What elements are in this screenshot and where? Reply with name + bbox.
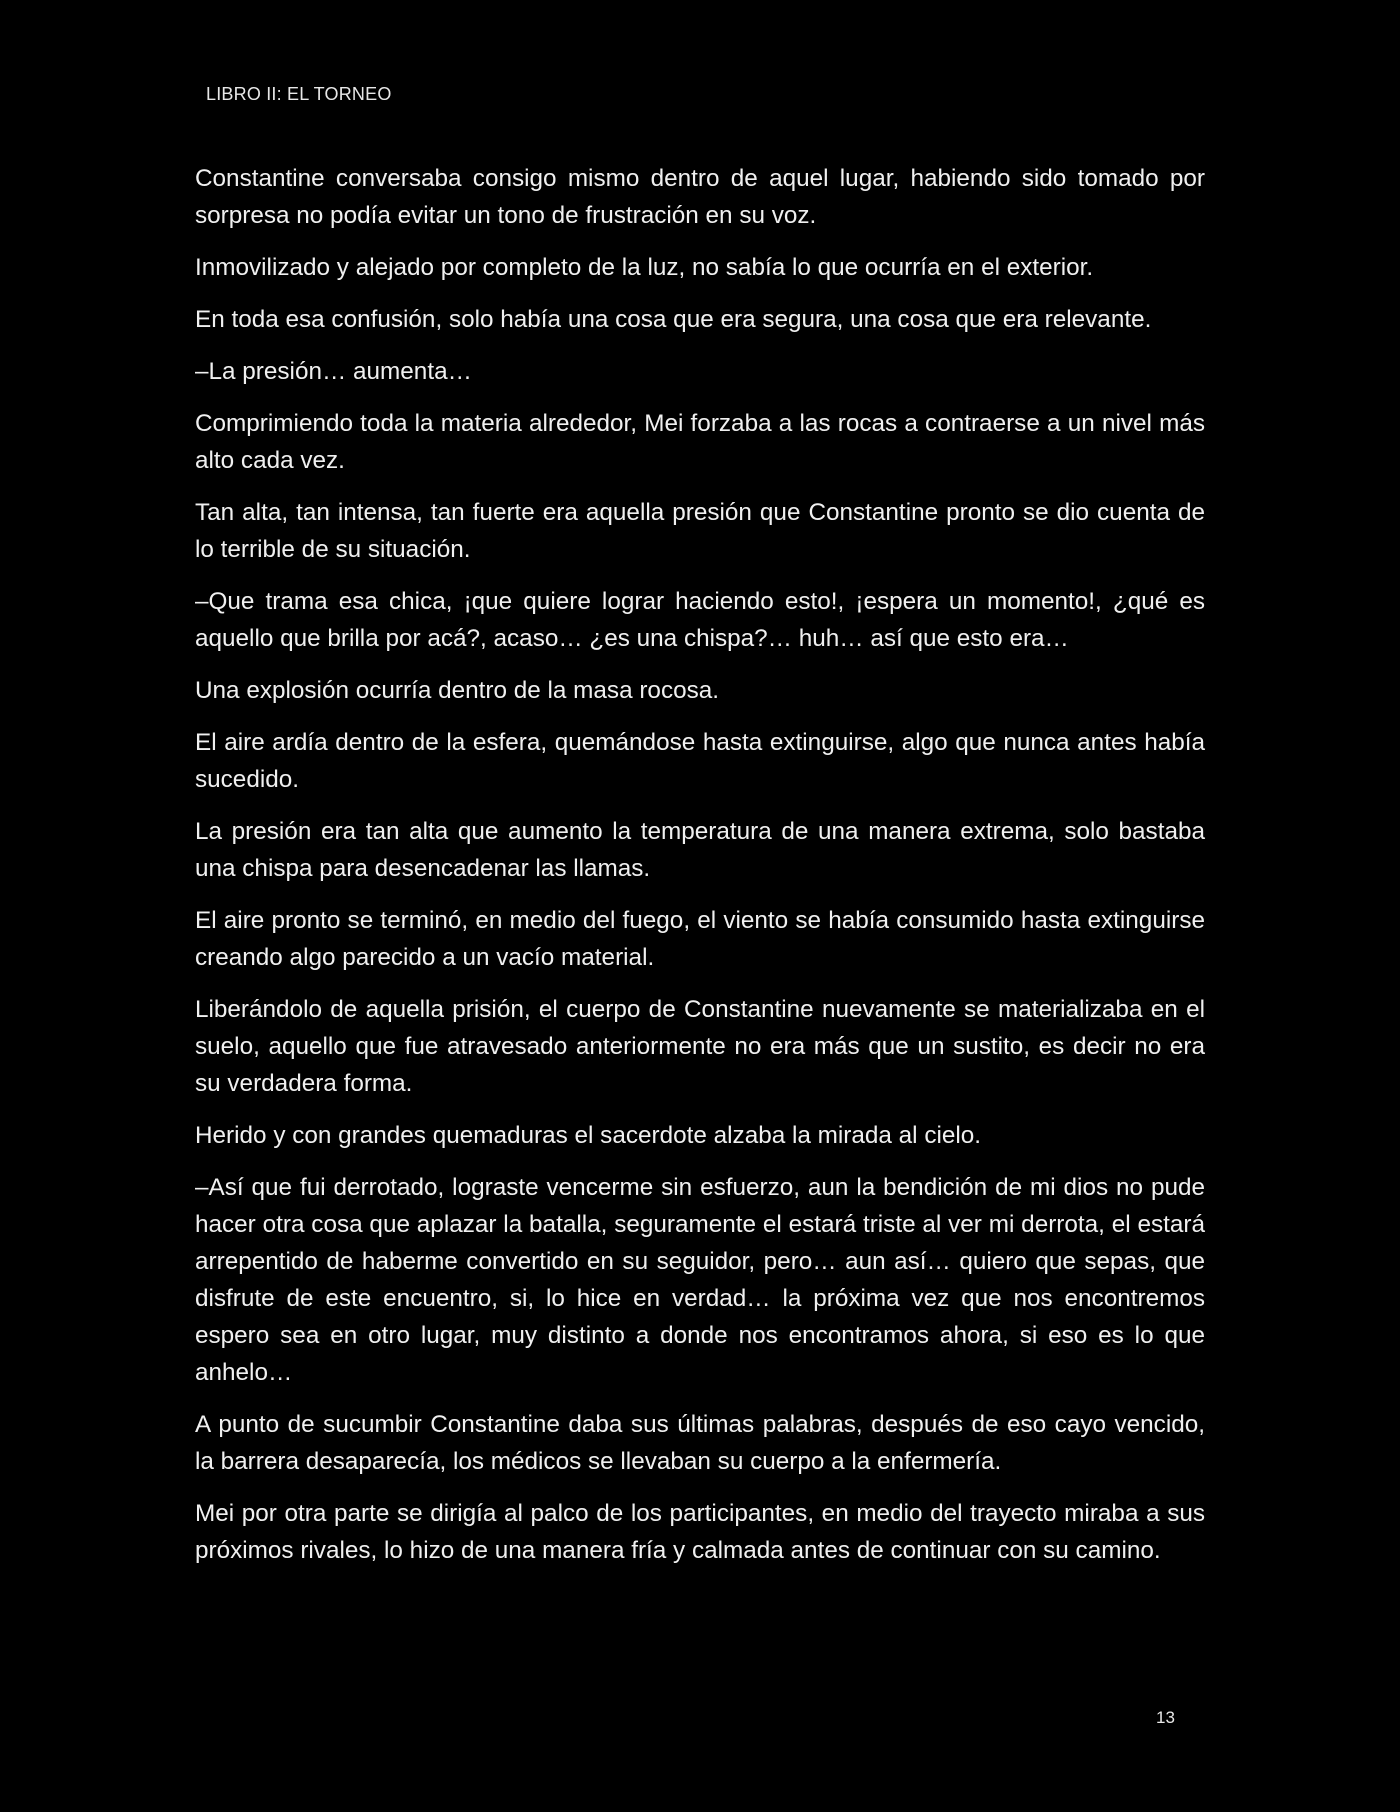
paragraph: En toda esa confusión, solo había una cosa que era segura, una cosa que era relevante. — [195, 306, 1152, 333]
paragraph: A punto de sucumbir Constantine daba sus últimas palabras, después de eso cayo vencido, la barrera desaparecía, los médicos se llevaban su cuerpo a la enfermería. — [195, 1411, 1205, 1475]
paragraph: Constantine conversaba consigo mismo dentro de aquel lugar, habiendo sido tomado por sorpresa no podía evitar un tono de frustración en su voz. — [195, 165, 1205, 229]
paragraph: Una explosión ocurría dentro de la masa rocosa. — [195, 677, 720, 704]
paragraph: Liberándolo de aquella prisión, el cuerpo de Constantine nuevamente se materializaba en el suelo, aquello que fue atravesado anteriormente no era más que un sustito, es decir no era su verdadera forma. — [195, 996, 1205, 1097]
page-number: 13 — [1156, 1708, 1175, 1727]
body-text — [195, 160, 1205, 1584]
paragraph: Comprimiendo toda la materia alrededor, Mei forzaba a las rocas a contraerse a un nivel más alto cada vez. — [195, 410, 1205, 474]
dialogue-paragraph: –La presión… aumenta… — [195, 358, 472, 385]
dialogue-paragraph: –Así que fui derrotado, lograste vencerme sin esfuerzo, aun la bendición de mi dios no pude hacer otra cosa que aplazar la batalla, seguramente el estará triste al ver mi derrota, el estará arrepentido de haberme convertido en su seguidor, pero… aun así… quiero que sepas, que disfrute de este encuentro, si, lo hice en verdad… la próxima vez que nos encontremos espero sea en otro lugar, muy distinto a donde nos encontramos ahora, si eso es lo que anhelo… — [195, 1174, 1205, 1386]
paragraph: Herido y con grandes quemaduras el sacerdote alzaba la mirada al cielo. — [195, 1122, 982, 1149]
running-header: LIBRO II: EL TORNEO — [206, 84, 392, 104]
paragraph: Inmovilizado y alejado por completo de la luz, no sabía lo que ocurría en el exterior. — [195, 254, 1094, 281]
paragraph: La presión era tan alta que aumento la temperatura de una manera extrema, solo bastaba una chispa para desencadenar las llamas. — [195, 818, 1205, 882]
paragraph: Mei por otra parte se dirigía al palco de los participantes, en medio del trayecto miraba a sus próximos rivales, lo hizo de una manera fría y calmada antes de continuar con su camino. — [195, 1500, 1205, 1564]
paragraph: El aire pronto se terminó, en medio del fuego, el viento se había consumido hasta extinguirse creando algo parecido a un vacío material. — [195, 907, 1205, 971]
dialogue-paragraph: –Que trama esa chica, ¡que quiere lograr haciendo esto!, ¡espera un momento!, ¿qué es aquello que brilla por acá?, acaso… ¿es una chispa?… huh… así que esto era… — [195, 588, 1205, 652]
paragraph: Tan alta, tan intensa, tan fuerte era aquella presión que Constantine pronto se dio cuenta de lo terrible de su situación. — [195, 499, 1205, 563]
paragraph: El aire ardía dentro de la esfera, quemándose hasta extinguirse, algo que nunca antes había sucedido. — [195, 729, 1205, 793]
